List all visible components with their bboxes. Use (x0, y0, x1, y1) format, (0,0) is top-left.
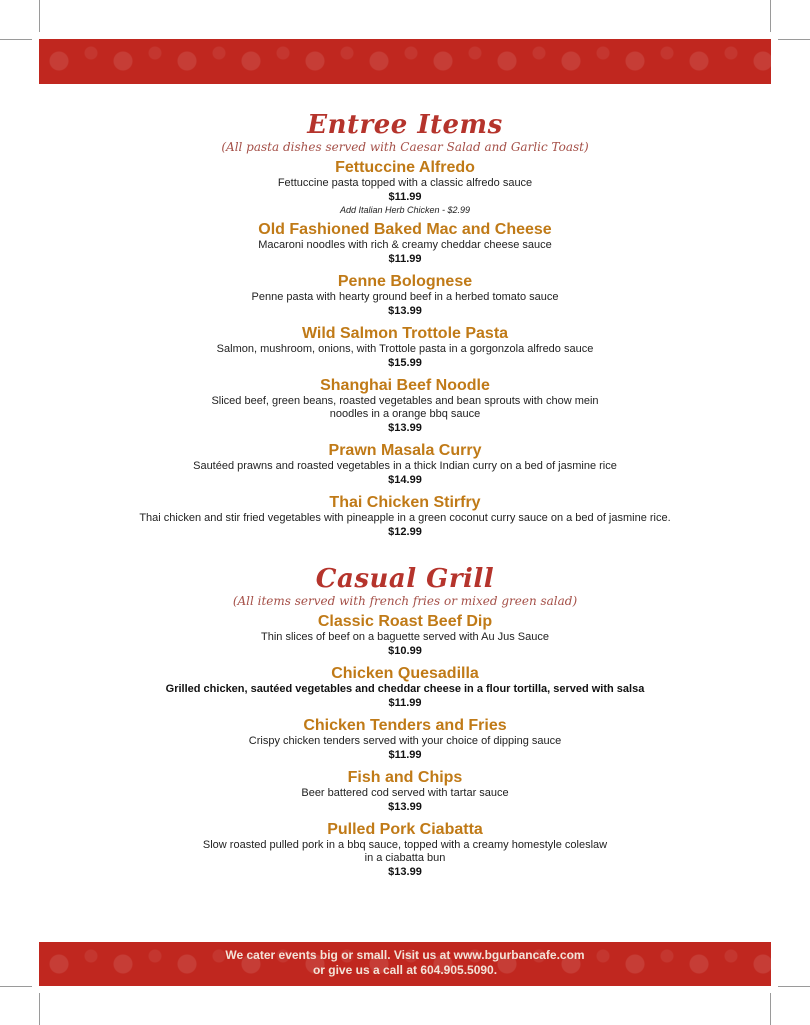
menu-item (39, 376, 771, 436)
entree-section (39, 110, 771, 540)
item-name: Shanghai Beef Noodle (320, 377, 490, 394)
item-name: Fettuccine Alfredo (335, 159, 475, 176)
section-subtitle: (All pasta dishes served with Caesar Salad and Garlic Toast) (221, 140, 589, 154)
menu-content (39, 110, 771, 885)
crop-mark (770, 0, 771, 32)
item-price: $11.99 (388, 191, 422, 203)
menu-item (39, 324, 771, 371)
item-description: Salmon, mushroom, onions, with Trottole pasta in a gorgonzola alfredo sauce (216, 343, 594, 355)
item-description: Sliced beef, green beans, roasted vegetables and bean sprouts with chow mein (211, 395, 599, 407)
crop-mark (0, 986, 32, 987)
item-price: $13.99 (388, 866, 422, 878)
header-band (39, 39, 771, 84)
item-name: Chicken Quesadilla (331, 665, 479, 682)
item-name: Thai Chicken Stirfry (329, 494, 481, 511)
menu-item (39, 493, 771, 540)
item-price: $13.99 (388, 305, 422, 317)
menu-item (39, 820, 771, 880)
menu-item (39, 664, 771, 711)
item-description: Grilled chicken, sautéed vegetables and cheddar cheese in a flour tortilla, served with salsa (165, 683, 645, 695)
item-description: Thin slices of beef on a baguette served with Au Jus Sauce (260, 631, 549, 643)
item-price: $11.99 (388, 697, 422, 709)
item-price: $10.99 (388, 645, 422, 657)
item-price: $14.99 (388, 474, 422, 486)
section-subtitle: (All items served with french fries or mixed green salad) (232, 594, 578, 608)
item-name: Pulled Pork Ciabatta (327, 821, 483, 838)
item-description-line2: noodles in a orange bbq sauce (329, 408, 481, 420)
footer-band (39, 942, 771, 986)
menu-item (39, 768, 771, 815)
grill-section (39, 564, 771, 880)
item-name: Classic Roast Beef Dip (317, 613, 493, 630)
item-name: Prawn Masala Curry (328, 442, 482, 459)
item-description: Crispy chicken tenders served with your choice of dipping sauce (248, 735, 562, 747)
menu-item (39, 612, 771, 659)
item-name: Fish and Chips (347, 769, 463, 786)
footer-line-phone: or give us a call at 604.905.5090. (312, 963, 498, 977)
item-price: $11.99 (388, 253, 422, 265)
section-gap (39, 545, 771, 564)
item-price: $15.99 (388, 357, 422, 369)
section-title: Casual Grill (315, 564, 495, 594)
menu-item (39, 716, 771, 763)
item-name: Chicken Tenders and Fries (303, 717, 507, 734)
item-description: Sautéed prawns and roasted vegetables in a thick Indian curry on a bed of jasmine rice (193, 460, 617, 472)
crop-mark (778, 39, 810, 40)
item-description-line2: in a ciabatta bun (364, 852, 446, 864)
item-description: Slow roasted pulled pork in a bbq sauce, topped with a creamy homestyle coleslaw (202, 839, 608, 851)
item-description: Penne pasta with hearty ground beef in a herbed tomato sauce (251, 291, 559, 303)
item-price: $13.99 (388, 422, 422, 434)
crop-mark (778, 986, 810, 987)
item-description: Thai chicken and stir fried vegetables with pineapple in a green coconut curry sauce on a bed of jasmine rice. (139, 512, 671, 524)
crop-mark (770, 993, 771, 1025)
item-price: $12.99 (388, 526, 422, 538)
section-title: Entree Items (307, 110, 503, 140)
crop-mark (39, 0, 40, 32)
item-name: Old Fashioned Baked Mac and Cheese (258, 221, 552, 238)
item-description: Beer battered cod served with tartar sauce (301, 787, 509, 799)
item-description: Fettuccine pasta topped with a classic alfredo sauce (277, 177, 533, 189)
crop-mark (39, 993, 40, 1025)
item-price: $11.99 (388, 749, 422, 761)
crop-mark (0, 39, 32, 40)
menu-item (39, 272, 771, 319)
item-price: $13.99 (388, 801, 422, 813)
item-description: Macaroni noodles with rich & creamy cheddar cheese sauce (258, 239, 552, 251)
menu-item (39, 441, 771, 488)
item-name: Penne Bolognese (337, 273, 473, 290)
footer-line-website: We cater events big or small. Visit us at www.bgurbancafe.com (225, 948, 585, 962)
item-name: Wild Salmon Trottole Pasta (301, 325, 509, 342)
menu-item (39, 220, 771, 267)
item-addon: Add Italian Herb Chicken - $2.99 (339, 205, 471, 215)
menu-item (39, 158, 771, 215)
